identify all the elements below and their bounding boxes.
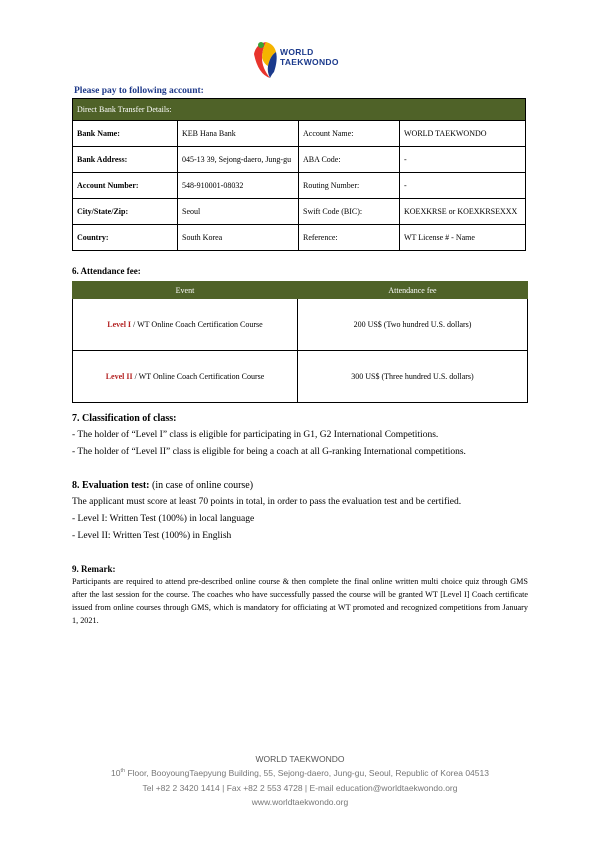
evaluation-line: - Level II: Written Test (100%) in English xyxy=(72,531,232,541)
event-cell xyxy=(73,299,298,351)
bank-label: Reference: xyxy=(299,225,400,251)
bank-label: City/State/Zip: xyxy=(73,199,178,225)
bank-label: Country: xyxy=(73,225,178,251)
bank-value: WT License # - Name xyxy=(400,225,526,251)
footer-website: www.worldtaekwondo.org xyxy=(251,797,349,807)
pay-account-title: Please pay to following account: xyxy=(74,86,204,96)
evaluation-line: - Level I: Written Test (100%) in local language xyxy=(72,514,255,524)
classification-title: 7. Classification of class: xyxy=(72,413,177,424)
table-row xyxy=(73,199,526,225)
footer-address xyxy=(0,768,600,778)
bank-value: 548-910001-08032 xyxy=(178,173,299,199)
fee-table-header-row xyxy=(73,282,528,299)
bank-value: 045-13 39, Sejong-daero, Jung-gu xyxy=(178,147,299,173)
remark-title: 9. Remark: xyxy=(72,564,116,574)
level-label: Level I xyxy=(107,320,132,329)
attendance-fee-table xyxy=(72,281,528,403)
remark-text: Participants are required to attend pre-described online course & then complete the final online written multi choice quiz through GMS after the last session for the course. The coaches who have successfully passed the course will be granted WT [Level I] Coach certificate issued from online courses through GMS, which is mandatory for officiating at WT promoted and recognized competitions from January 1, 2021. xyxy=(72,577,528,625)
bank-label: Account Number: xyxy=(73,173,178,199)
table-row xyxy=(73,225,526,251)
evaluation-title-note: (in case of online course) xyxy=(149,480,254,491)
level-label: Level II xyxy=(105,372,133,381)
attendance-fee-title: 6. Attendance fee: xyxy=(72,266,141,276)
footer-org: WORLD TAEKWONDO xyxy=(255,754,345,764)
evaluation-title xyxy=(72,480,253,491)
evaluation-title-text: 8. Evaluation test: xyxy=(72,480,150,491)
bank-table-header: Direct Bank Transfer Details: xyxy=(73,99,526,121)
footer-address-text: Floor, BooyoungTaepyung Building, 55, Sejong-daero, Jung-gu, Seoul, Republic of Korea 04513 xyxy=(125,768,489,778)
bank-value: KOEXKRSE or KOEXKRSEXXX xyxy=(400,199,526,225)
event-name: / WT Online Coach Certification Course xyxy=(132,372,265,381)
footer-contact: Tel +82 2 3420 1414 | Fax +82 2 553 4728 | E-mail education@worldtaekwondo.org xyxy=(142,783,458,793)
bank-label: Routing Number: xyxy=(299,173,400,199)
bank-label: Bank Address: xyxy=(73,147,178,173)
table-row xyxy=(73,173,526,199)
bank-value: WORLD TAEKWONDO xyxy=(400,121,526,147)
footer-floor-suffix: th xyxy=(120,768,126,775)
evaluation-line: The applicant must score at least 70 points in total, in order to pass the evaluation test and be certified. xyxy=(72,497,462,507)
bank-value: Seoul xyxy=(178,199,299,225)
event-cell xyxy=(73,351,298,403)
bank-value: KEB Hana Bank xyxy=(178,121,299,147)
bank-label: Bank Name: xyxy=(73,121,178,147)
table-row xyxy=(73,147,526,173)
bank-table-header-row xyxy=(73,99,526,121)
bank-label: Account Name: xyxy=(299,121,400,147)
col-event-header: Event xyxy=(73,282,298,299)
table-row xyxy=(73,351,528,403)
table-row xyxy=(73,121,526,147)
event-name: / WT Online Coach Certification Course xyxy=(131,320,263,329)
bank-value: South Korea xyxy=(178,225,299,251)
classification-line: - The holder of “Level I” class is eligible for participating in G1, G2 International Competitions. xyxy=(72,430,439,440)
bank-transfer-table xyxy=(72,98,526,251)
bank-value: - xyxy=(400,147,526,173)
fee-cell: 300 US$ (Three hundred U.S. dollars) xyxy=(298,351,528,403)
bank-label: Swift Code (BIC): xyxy=(299,199,400,225)
col-fee-header: Attendance fee xyxy=(298,282,528,299)
footer-floor-number: 10 xyxy=(111,768,121,778)
bank-label: ABA Code: xyxy=(299,147,400,173)
logo-wordmark: WORLD TAEKWONDO xyxy=(280,47,339,67)
table-row xyxy=(73,299,528,351)
fee-cell: 200 US$ (Two hundred U.S. dollars) xyxy=(298,299,528,351)
bank-value: - xyxy=(400,173,526,199)
classification-line: - The holder of “Level II” class is eligible for being a coach at all G-ranking International competitions. xyxy=(72,447,466,457)
